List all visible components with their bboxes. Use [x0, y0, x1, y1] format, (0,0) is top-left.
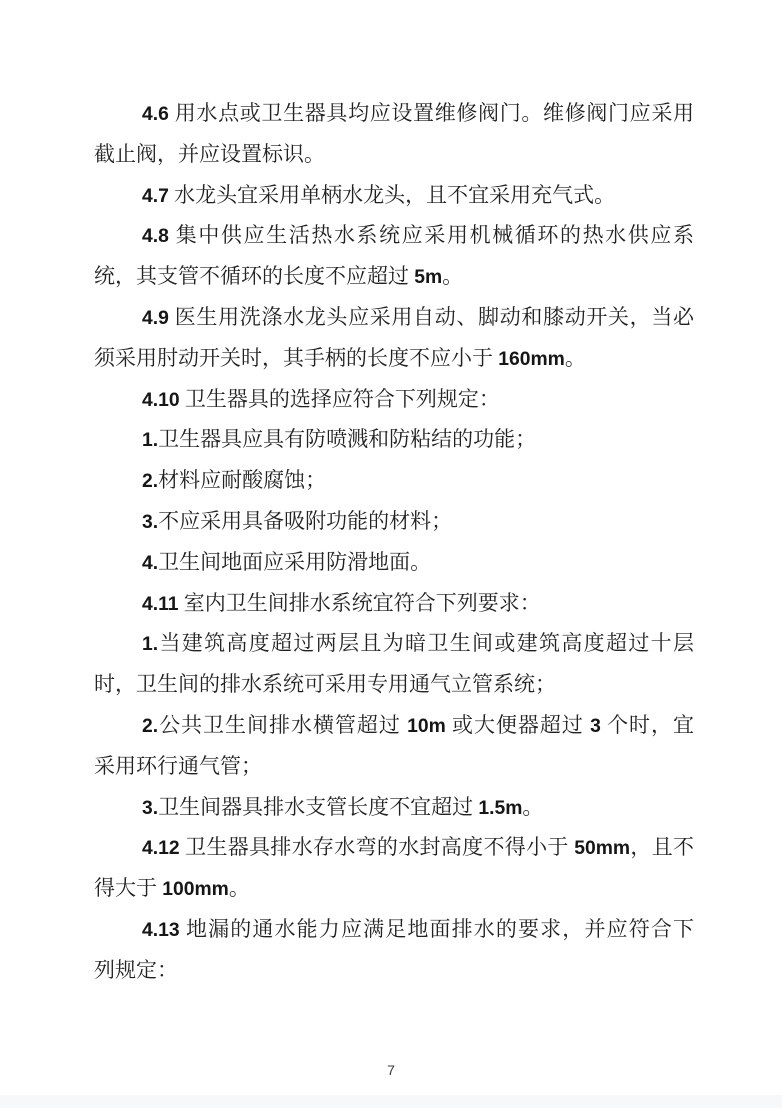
clause-4-6 — [94, 93, 694, 175]
text-line: 4.9 医生用洗涤水龙头应采用自动、脚动和膝动开关，当必 — [142, 304, 694, 329]
page-number: 7 — [387, 1062, 395, 1078]
clause-4-11-item-3 — [94, 787, 694, 828]
numeric-text: 1.5m — [478, 797, 523, 819]
text-line: 得大于 100mm。 — [94, 876, 250, 901]
clause-4-11-item-1 — [94, 623, 694, 705]
numeric-text: 4.12 — [142, 838, 180, 860]
text-line: 2.材料应耐酸腐蚀； — [142, 468, 327, 493]
clause-4-11-item-2 — [94, 705, 694, 787]
clause-4-7 — [94, 175, 694, 216]
numeric-text: 4.6 — [142, 104, 169, 125]
numeric-text: 4.8 — [142, 226, 169, 248]
numeric-text: 4.9 — [142, 307, 169, 329]
clause-4-10-item-3 — [94, 501, 694, 542]
numeric-text: 4.10 — [142, 389, 180, 411]
page-bottom-edge — [0, 1095, 782, 1108]
text-line: 1.当建筑高度超过两层且为暗卫生间或建筑高度超过十层 — [142, 631, 694, 656]
text-line: 3.不应采用具备吸附功能的材料； — [142, 508, 453, 533]
numeric-text: 4.13 — [142, 919, 180, 941]
text-line: 统，其支管不循环的长度不应超过 5m。 — [94, 264, 464, 289]
numeric-text: 1. — [142, 430, 159, 452]
numeric-text: 4.7 — [142, 185, 169, 207]
numeric-text: 50mm — [574, 838, 631, 860]
clause-4-13 — [94, 909, 694, 991]
text-line: 4.13 地漏的通水能力应满足地面排水的要求，并应符合下 — [142, 916, 694, 941]
text-line: 4.12 卫生器具排水存水弯的水封高度不得小于 50mm，且不 — [142, 835, 694, 860]
clause-4-10-item-4 — [94, 542, 694, 583]
numeric-text: 5m — [414, 267, 443, 289]
document-body — [94, 93, 694, 991]
numeric-text: 100mm — [162, 879, 229, 901]
text-line: 4.6 用水点或卫生器具均应设置维修阀门。维修阀门应采用 — [142, 101, 694, 125]
numeric-text: 1. — [142, 634, 159, 656]
numeric-text: 2. — [142, 471, 159, 493]
numeric-text: 160mm — [498, 348, 565, 370]
clause-4-8 — [94, 215, 694, 297]
clause-4-9 — [94, 297, 694, 379]
text-line: 3.卫生间器具排水支管长度不宜超过 1.5m。 — [142, 794, 544, 819]
clause-4-10 — [94, 379, 694, 420]
numeric-text: 4.11 — [142, 593, 179, 615]
text-line: 时，卫生间的排水系统可采用专用通气立管系统； — [94, 672, 556, 697]
numeric-text: 3. — [142, 511, 159, 533]
numeric-text: 3. — [142, 797, 159, 819]
numeric-text: 10m — [407, 715, 446, 737]
text-line: 采用环行通气管； — [94, 753, 262, 778]
clause-4-10-item-1 — [94, 419, 694, 460]
numeric-text: 4. — [142, 552, 159, 574]
text-line: 列规定： — [94, 957, 178, 982]
text-line: 4.8 集中供应生活热水系统应采用机械循环的热水供应系 — [142, 223, 694, 248]
clause-4-10-item-2 — [94, 460, 694, 501]
text-line: 4.卫生间地面应采用防滑地面。 — [142, 549, 432, 574]
text-line: 4.10 卫生器具的选择应符合下列规定： — [142, 386, 500, 411]
text-line: 1.卫生器具应具有防喷溅和防粘结的功能； — [142, 427, 537, 452]
text-line: 2.公共卫生间排水横管超过 10m 或大便器超过 3 个时，宜 — [142, 712, 694, 737]
text-line: 须采用肘动开关时，其手柄的长度不应小于 160mm。 — [94, 345, 586, 370]
numeric-text: 3 — [590, 715, 601, 737]
clause-4-11 — [94, 583, 694, 624]
text-line: 4.11 室内卫生间排水系统宜符合下列要求： — [142, 590, 541, 615]
clause-4-12 — [94, 827, 694, 909]
text-line: 4.7 水龙头宜采用单柄水龙头，且不宜采用充气式。 — [142, 182, 616, 207]
numeric-text: 2. — [142, 715, 159, 737]
text-line: 截止阀，并应设置标识。 — [94, 141, 325, 166]
